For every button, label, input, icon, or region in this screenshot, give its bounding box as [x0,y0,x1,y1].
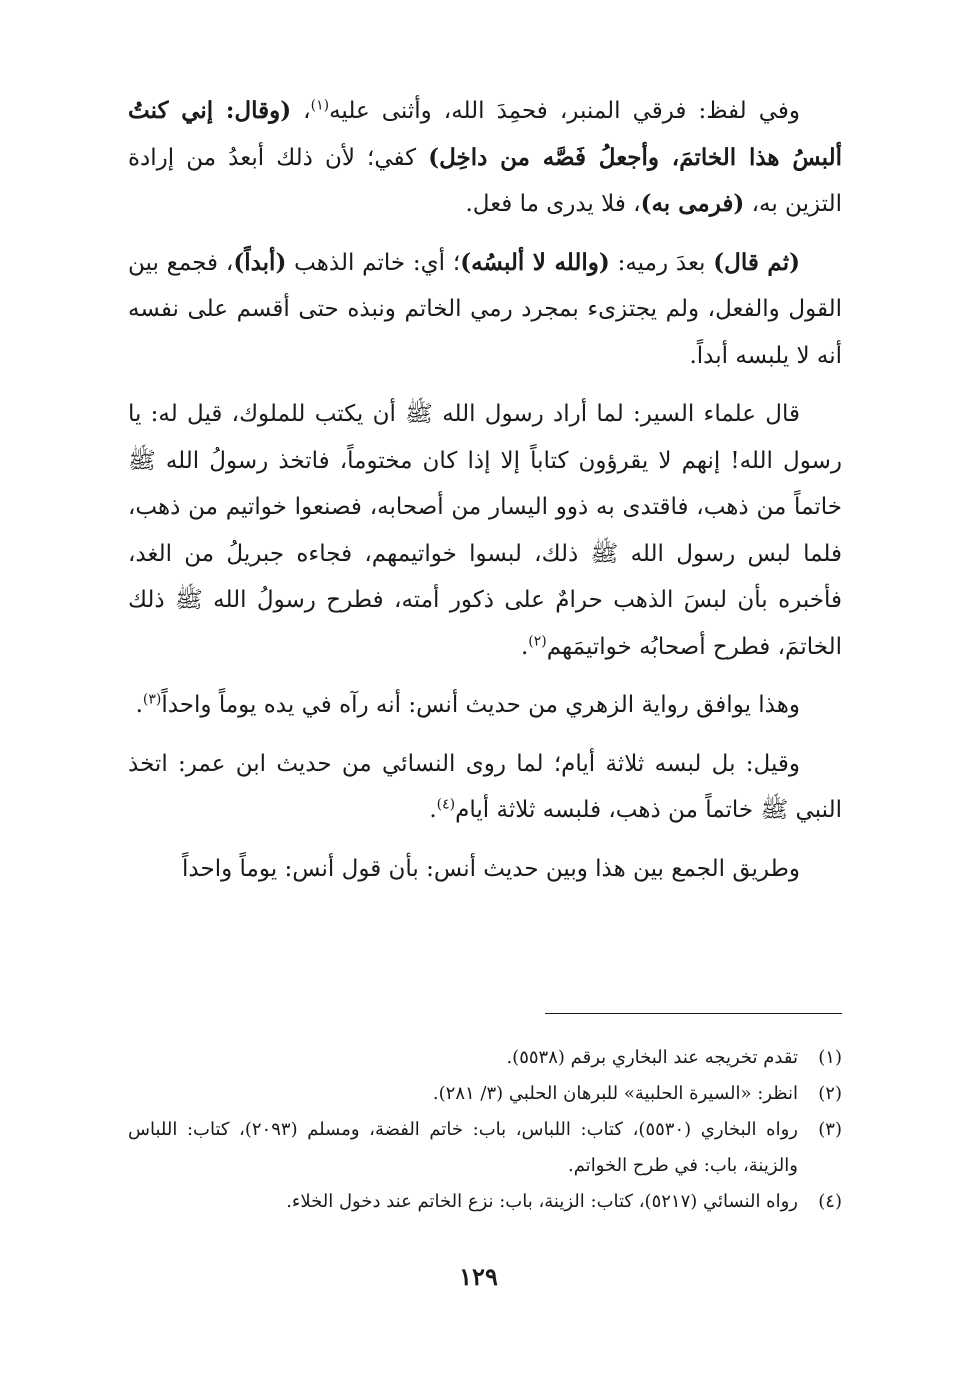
footnotes [128,1040,842,1220]
footnote [128,1076,842,1112]
text-run: وفي لفظ: فرقي المنبر، فحمِدَ الله، وأثنى عليه [329,98,801,124]
hadith-quote: (فرمى به) [640,190,745,217]
page-number: ١٢٩ [459,1262,498,1291]
text-run: قال علماء السير: لما أراد رسول الله ﷺ أن يكتب للملوك، قيل له: يا رسول الله! إنهم لا يقرؤون كتاباً إلا إذا كان مختوماً، فاتخذ رسولُ الله ﷺ خاتماً من ذهب، فاقتدى به ذوو اليسار من أصحابه، فصنعوا خواتيم من ذهب، فلما لبس رسول الله ﷺ ذلك، لبسوا خواتيمهم، فجاءه جبريلُ من الغد، فأخبره بأن لبسَ الذهب حرامٌ على ذكور أمته، فطرح رسولُ الله ﷺ ذلك الخاتمَ، فطرح أصحابُه خواتيمَهم [128,401,842,660]
text-run: وطريق الجمع بين هذا وبين حديث أنس: بأن قول أنس: يوماً واحداً [182,855,800,882]
paragraph [128,741,842,834]
text-run: بعدَ رميه: [609,249,714,276]
footnote-number: (٢) [818,1083,842,1104]
footnote-divider [545,1013,842,1014]
footnote-text: رواه النسائي (٥٢١٧)، كتاب: الزينة، باب: نزع الخاتم عند دخول الخلاء. [286,1191,798,1212]
footnote-text: رواه البخاري (٥٥٣٠)، كتاب: اللباس، باب: خاتم الفضة، ومسلم (٢٠٩٣)، كتاب: اللباس والزينة، باب: في طرح الخواتم. [128,1119,798,1176]
text-run: . [429,797,437,823]
text-run: . [520,633,529,660]
hadith-quote: (أبداً) [233,248,287,276]
footnote [128,1184,842,1220]
footnote-number: (٣) [818,1119,842,1140]
text-run: ، فجمع بين القول والفعل، ولم يجتزىء بمجرد رمي الخاتم ونبذه حتى أقسم على نفسه أنه لا يلبسه أبداً. [128,249,842,369]
footnote-text: تقدم تخريجه عند البخاري برقم (٥٥٣٨). [506,1047,798,1068]
paragraph [128,682,842,729]
paragraph [128,240,842,380]
paragraph [128,846,842,893]
text-run: ؛ أي: خاتم الذهب [286,249,461,276]
footnote-text: انظر: «السيرة الحلبية» للبرهان الحلبي (٣/ ٢٨١). [432,1083,798,1104]
footnote-number: (٤) [818,1191,842,1212]
text-run: كفي؛ لأن ذلك أبعدُ من إرادة التزين به، [128,144,842,217]
hadith-quote: (ثم قال) [713,248,800,276]
paragraph [128,88,842,228]
footnote-ref: (٤) [436,796,456,813]
text-run: وهذا يوافق رواية الزهري من حديث أنس: أنه رآه في يده يوماً واحداً [161,692,800,718]
paragraph [128,391,842,670]
text-run: وقيل: بل لبسه ثلاثة أيام؛ لما روى النسائي من حديث ابن عمر: اتخذ النبي ﷺ خاتماً من ذهب، فلبسه ثلاثة أيام [128,750,842,823]
main-text [128,88,842,904]
footnote-number: (١) [818,1047,842,1068]
footnote [128,1112,842,1184]
footnote-ref: (١) [310,97,330,114]
text-run: . [135,692,143,718]
hadith-quote: (وقال: إني كنتُ ألبسُ هذا الخاتمَ، وأجعلُ فَصَّه من داخِل) [128,97,842,171]
text-run: ، فلا يدرى ما فعل. [465,191,641,217]
footnote-ref: (٣) [142,691,162,708]
text-run: ، [291,98,311,124]
footnote-ref: (٢) [528,632,547,649]
hadith-quote: (والله لا ألبسُه) [460,248,610,276]
footnote [128,1040,842,1076]
